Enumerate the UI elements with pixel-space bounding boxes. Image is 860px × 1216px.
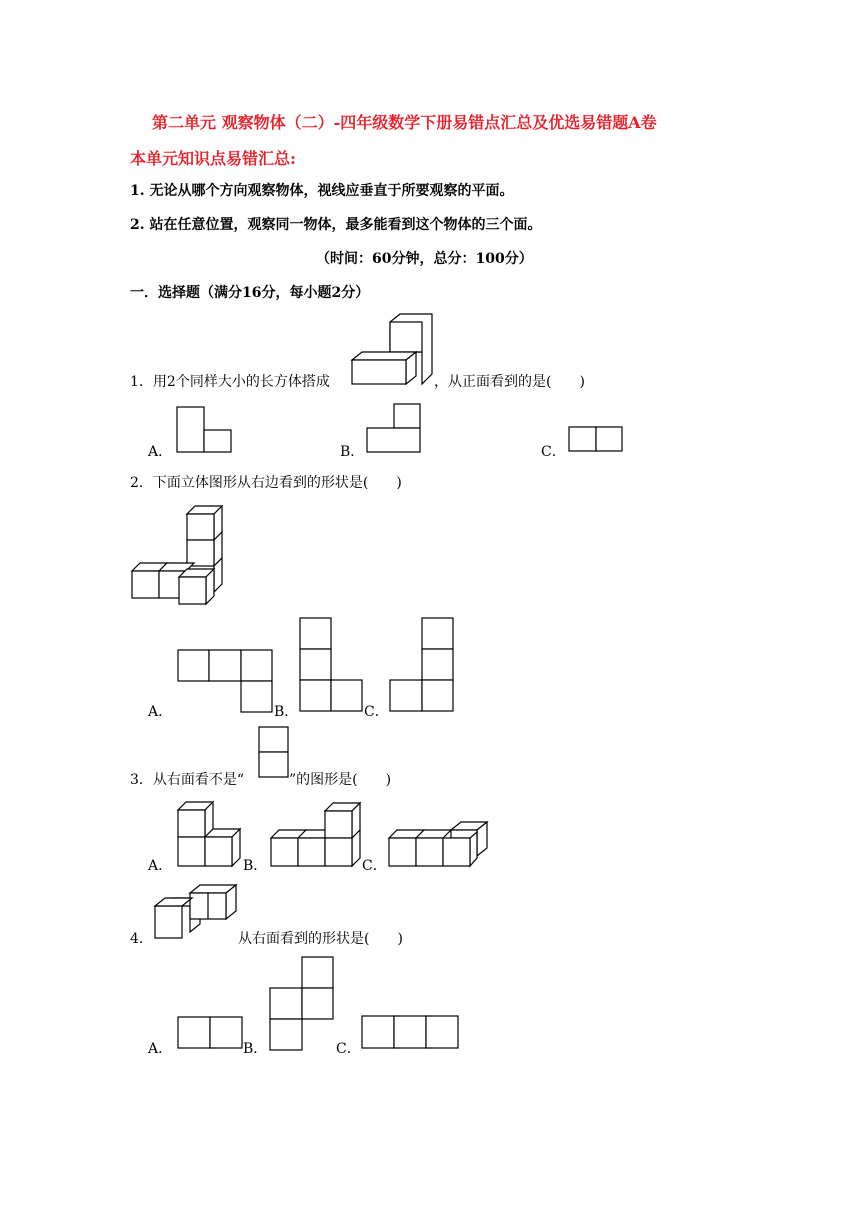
q1-cuboid-figure [352,314,434,386]
q1-option-b-figure [367,404,422,453]
point-2: 2. 站在任意位置，观察同一物体，最多能看到这个物体的三个面。 [130,217,542,233]
q3-option-a-label[interactable]: A． [148,858,173,874]
q2-option-a-figure [178,650,274,714]
q3-option-a-figure [177,801,243,869]
q4-option-a-label[interactable]: A． [148,1041,173,1057]
q3-text-post: ”的图形是( ) [289,772,392,788]
point-1: 1. 无论从哪个方向观察物体，视线应垂直于所要观察的平面。 [130,183,514,199]
page-title: 第二单元 观察物体（二）-四年级数学下册易错点汇总及优选易错题A卷 [152,113,657,132]
section-heading: 一．选择题（满分16分，每小题2分） [130,285,370,301]
q3-reference-figure [259,727,291,779]
q2-solid-figure [131,505,225,607]
q1-text-post: ，从正面看到的是( ) [434,374,585,390]
section-subtitle: 本单元知识点易错汇总: [130,149,296,168]
q4-option-b-figure [270,957,336,1053]
q2-text: 2．下面立体图形从右边看到的形状是( ) [130,475,402,491]
q2-option-c-figure [390,618,454,714]
q2-option-b-label[interactable]: B． [274,704,299,720]
q2-option-c-label[interactable]: C． [364,704,389,720]
q1-option-c-label[interactable]: C． [541,444,566,460]
q1-option-c-figure [569,427,624,453]
q1-option-a-label[interactable]: A． [148,444,173,460]
q4-option-c-label[interactable]: C． [336,1041,361,1057]
q1-option-a-figure [177,407,233,453]
q1-option-b-label[interactable]: B． [340,444,365,460]
exam-info: （时间：60分钟，总分：100分） [316,251,533,267]
q4-option-c-figure [362,1016,460,1050]
q4-option-a-figure [178,1017,244,1051]
q2-option-b-figure [300,618,364,714]
q3-option-b-figure [270,802,362,870]
q4-solid-figure [154,884,240,942]
q4-text-pre: 4． [130,931,153,947]
q3-option-c-label[interactable]: C． [362,858,387,874]
q4-option-b-label[interactable]: B． [243,1041,268,1057]
q3-text-pre: 3．从右面看不是“ [130,772,245,788]
q4-text-post: 从右面看到的形状是( ) [238,931,403,947]
q2-option-a-label[interactable]: A． [148,704,173,720]
q3-option-c-figure [388,820,490,870]
q3-option-b-label[interactable]: B． [243,858,268,874]
q1-text-pre: 1．用2个同样大小的长方体搭成 [130,374,330,390]
